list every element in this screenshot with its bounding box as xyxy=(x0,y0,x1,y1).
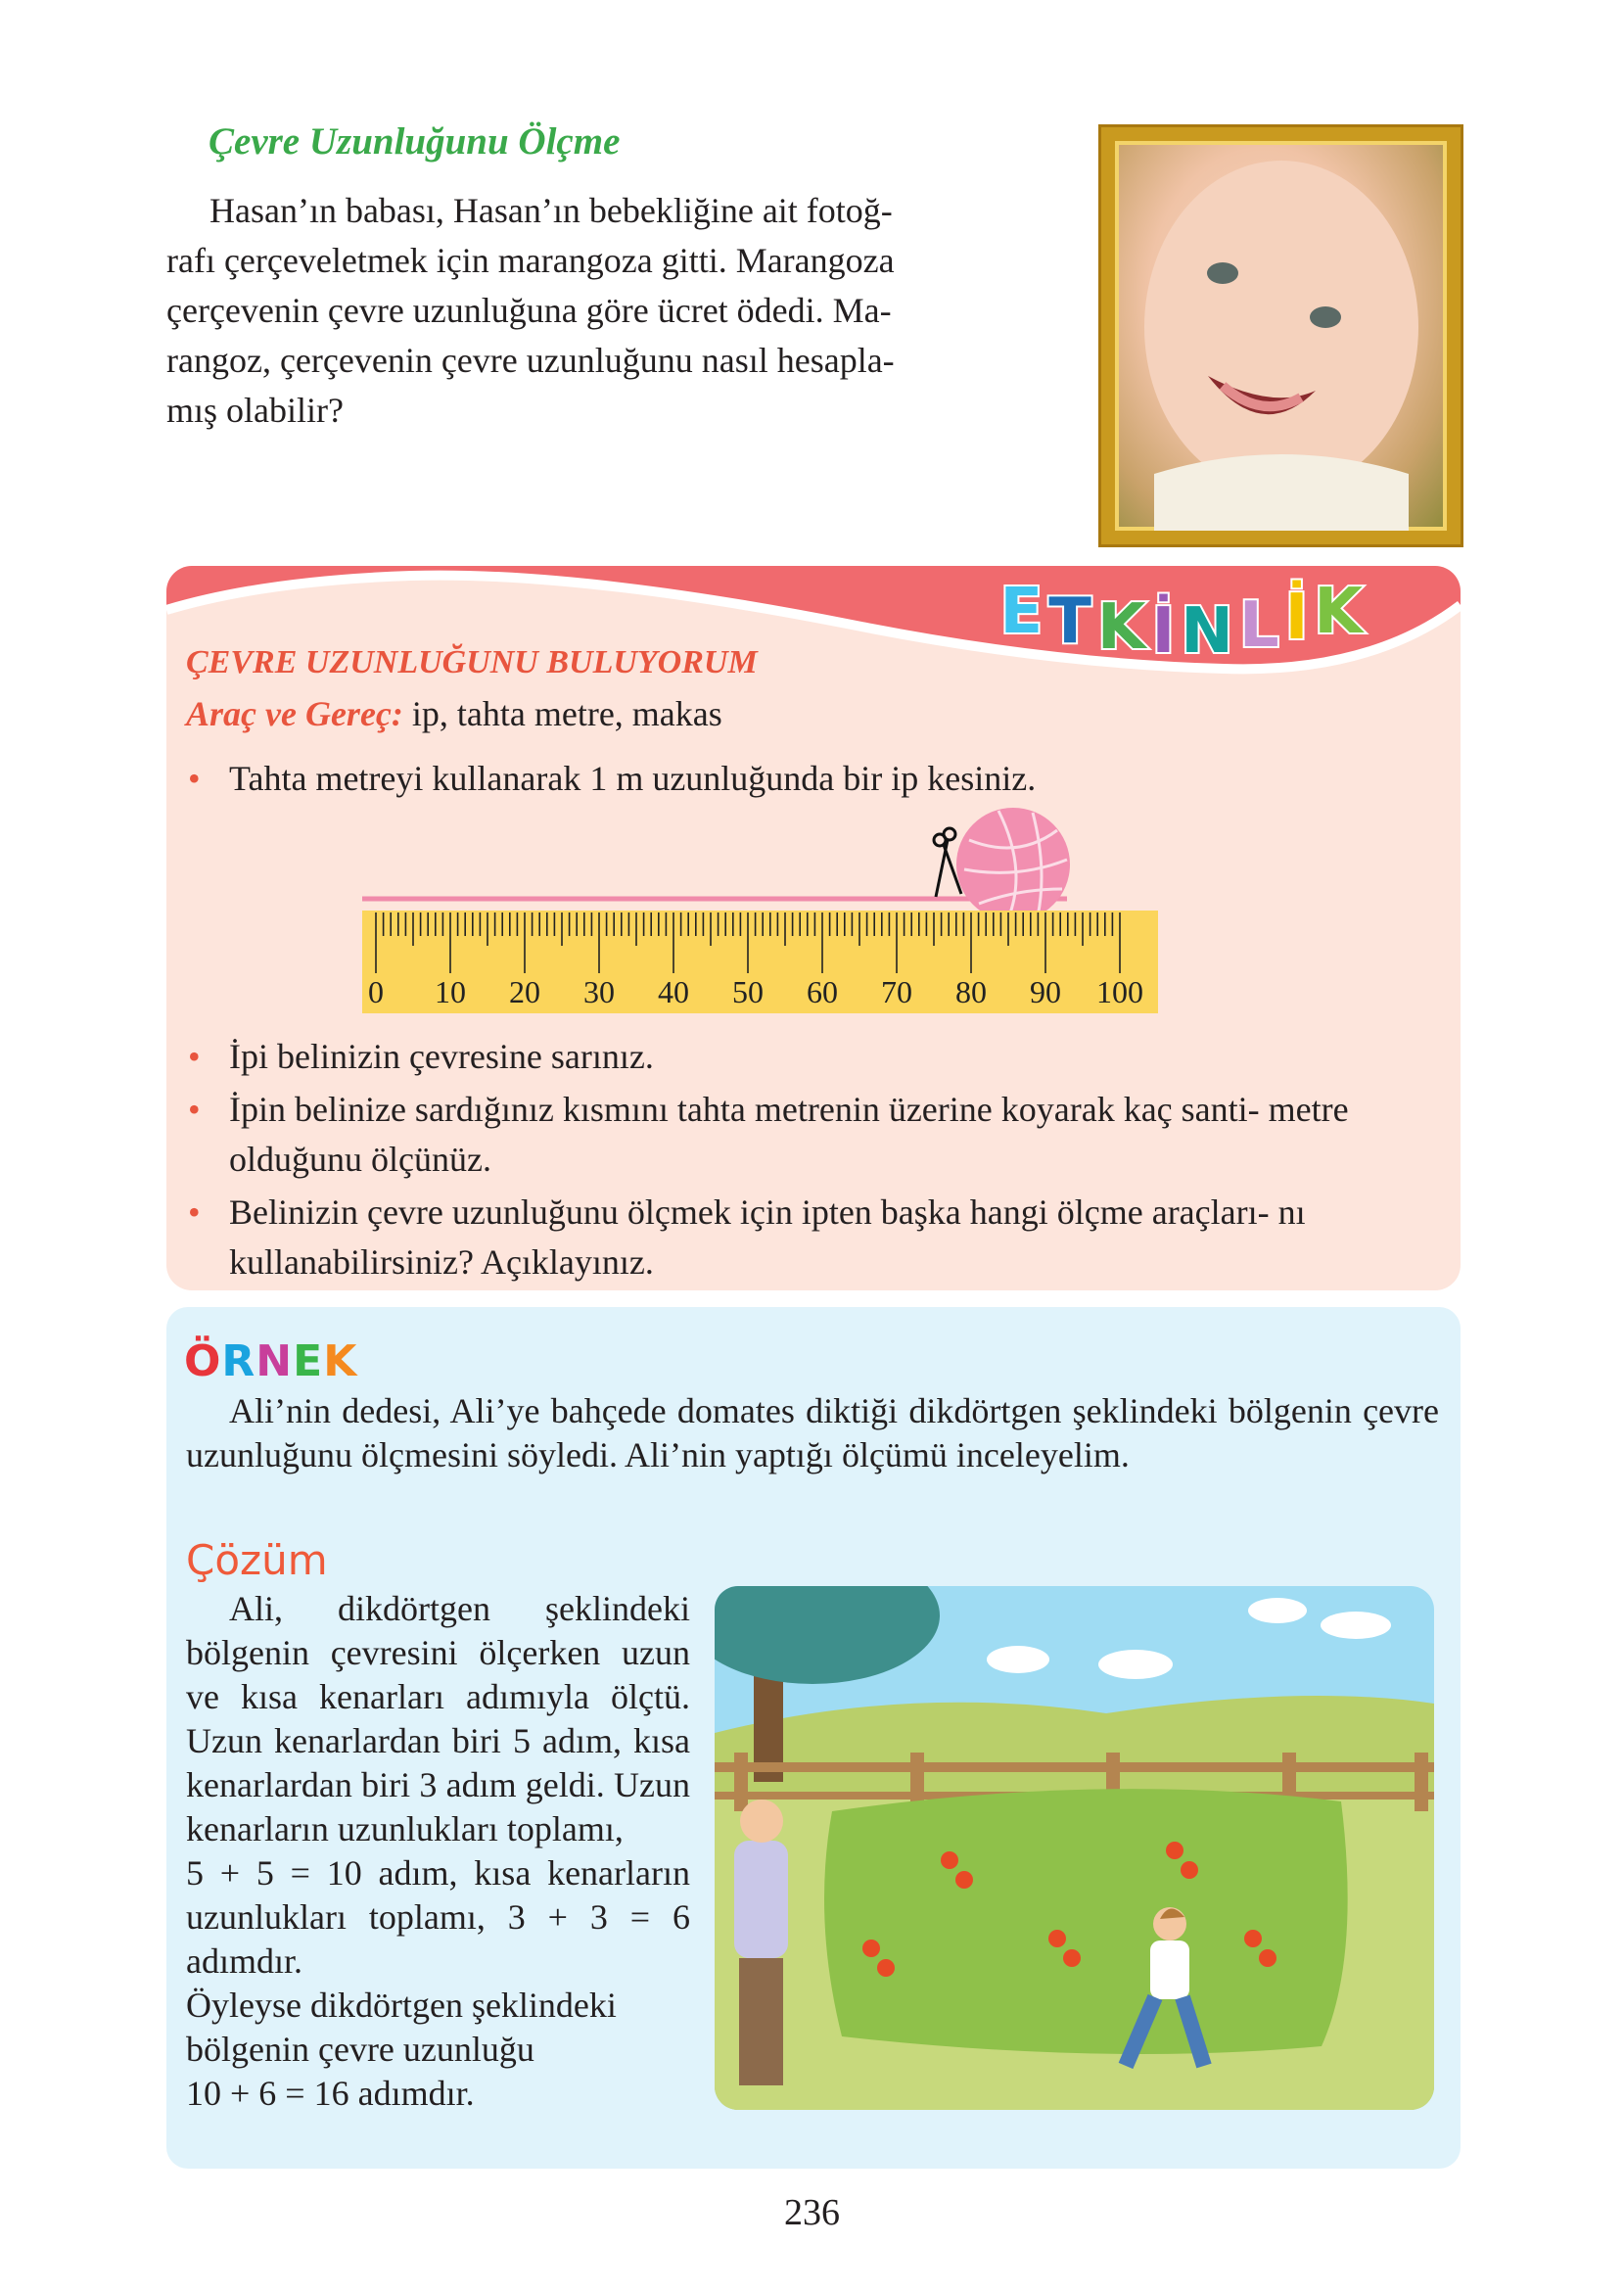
intro-line: rangoz, çerçevenin çevre uzunluğunu nasıl hesapla- xyxy=(166,341,895,380)
example-letter: N xyxy=(255,1336,294,1386)
intro-paragraph xyxy=(166,186,1018,436)
grandfather-figure xyxy=(734,1800,788,2085)
ruler-label: 20 xyxy=(509,974,540,1009)
baby-photo xyxy=(1115,141,1447,531)
example-box xyxy=(166,1307,1461,2169)
ruler-label: 50 xyxy=(732,974,764,1009)
intro-line: rafı çerçeveletmek için marangoza gitti. Marangoza xyxy=(166,241,895,280)
materials-list: ip, tahta metre, makas xyxy=(402,694,722,733)
section-title: Çevre Uzunluğunu Ölçme xyxy=(209,120,621,163)
solution-result: 10 + 6 = 16 adımdır. xyxy=(186,2074,475,2113)
banner-letter: İ xyxy=(1284,582,1309,654)
example-title xyxy=(184,1336,357,1386)
ruler-label: 40 xyxy=(658,974,689,1009)
intro-line: mış olabilir? xyxy=(166,391,344,430)
activity-step: • İpin belinize sardığınız kısmını tahta metrenin üzerine koyarak kaç santi- metre olduğunu ölçünüz. xyxy=(186,1085,1439,1185)
baby-photo-frame xyxy=(1101,127,1461,544)
example-letter: Ö xyxy=(184,1336,222,1386)
banner-letter: E xyxy=(999,576,1044,648)
example-question-text: Ali’nin dedesi, Ali’ye bahçede domates diktiği dikdörtgen şeklindeki bölgenin çevre uzunluğunu ölçmesini söyledi. Ali’nin yaptığı ölçümü inceleyelim. xyxy=(186,1391,1439,1474)
example-letter: E xyxy=(293,1336,324,1386)
banner-letter: N xyxy=(1181,595,1233,668)
garden-illustration xyxy=(715,1586,1434,2110)
activity-step: • Tahta metreyi kullanarak 1 m uzunluğunda bir ip kesiniz. xyxy=(186,754,1439,804)
example-question xyxy=(186,1389,1439,1477)
solution-sums: 5 + 5 = 10 adım, kısa kenarların uzunlukları toplamı, 3 + 3 = 6 adımdır. xyxy=(186,1853,690,1981)
ruler-label: 30 xyxy=(583,974,615,1009)
ruler-label: 0 xyxy=(368,974,384,1009)
ruler-label: 80 xyxy=(955,974,987,1009)
solution-conclusion: Öyleyse dikdörtgen şeklindeki bölgenin çevre uzunluğu xyxy=(186,1986,617,2069)
ruler-ticks xyxy=(362,911,1158,1013)
banner-letter: L xyxy=(1238,589,1279,662)
banner-letter: T xyxy=(1048,585,1091,658)
page-number: 236 xyxy=(784,2192,840,2233)
banner-letter: K xyxy=(1314,576,1363,648)
ruler-label: 70 xyxy=(881,974,912,1009)
solution-title: Çözüm xyxy=(186,1536,328,1584)
intro-line: Hasan’ın babası, Hasan’ın bebekliğine ait fotoğ- xyxy=(209,191,893,230)
banner-letter: İ xyxy=(1151,595,1176,668)
ruler-label: 100 xyxy=(1096,974,1143,1009)
solution-paragraph: Ali, dikdörtgen şeklindeki bölgenin çevresini ölçerken uzun ve kısa kenarları adımıyla ölçtü. Uzun kenarlardan biri 5 adım, kısa kenarlardan biri 3 adım geldi. Uzun kenarların uzunlukları toplamı, xyxy=(186,1589,690,1848)
intro-line: çerçevenin çevre uzunluğuna göre ücret ödedi. Ma- xyxy=(166,291,892,330)
banner-letter: K xyxy=(1096,591,1146,664)
activity-box xyxy=(166,566,1461,1290)
activity-step: • İpi belinizin çevresine sarınız. xyxy=(186,1032,1439,1082)
example-letter: K xyxy=(323,1336,358,1386)
ruler-label: 90 xyxy=(1030,974,1061,1009)
solution-text xyxy=(186,1587,690,2116)
example-letter: R xyxy=(221,1336,256,1386)
materials xyxy=(186,693,722,734)
activity-heading: ÇEVRE UZUNLUĞUNU BULUYORUM xyxy=(186,644,758,680)
ruler-label: 10 xyxy=(435,974,466,1009)
yarn-ball-icon xyxy=(950,801,1077,928)
tape-measure xyxy=(362,911,1158,1013)
etkinlik-banner xyxy=(999,576,1363,668)
ruler-label: 60 xyxy=(807,974,838,1009)
activity-step: • Belinizin çevre uzunluğunu ölçmek için ipten başka hangi ölçme araçları- nı kullanabilirsiniz? Açıklayınız. xyxy=(186,1188,1439,1287)
materials-label: Araç ve Gereç: xyxy=(186,694,403,733)
